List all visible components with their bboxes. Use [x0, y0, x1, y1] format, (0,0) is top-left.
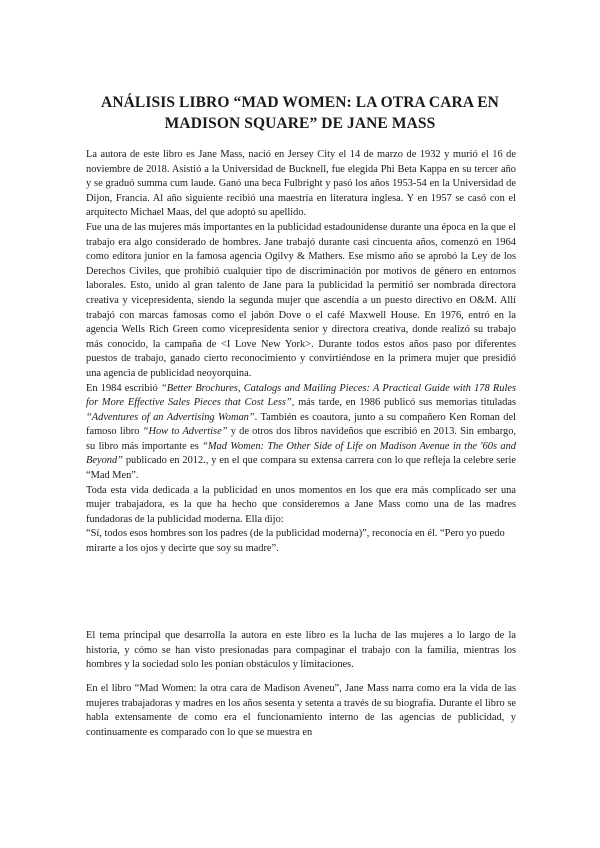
publications-text-i: publicado en 2012., y en el que compara su extensa carrera con lo que refleja la celebre serie “Mad Men”. [86, 455, 516, 482]
publications-text-c: , más tarde, en 1986 publicó sus memorias tituladas [291, 397, 517, 409]
book-title-mad-women: “Mad Women: The Other Side of Life on Madison Avenue in the '60s and Beyond” [86, 440, 516, 467]
book-title-adventures: “Adventures of an Advertising Woman” [86, 411, 255, 423]
paragraph-legacy: Toda esta vida dedicada a la publicidad en unos momentos en los que era más complicado ser una mujer trabajadora, es la que ha hecho que consideremos a Jane Mass como una de las madres fundadoras de la publicidad moderna. Ella dijo: [86, 484, 516, 525]
paragraph-book-summary: En el libro “Mad Women: la otra cara de Madison Aveneu”, Jane Mass narra como era la vida de las mujeres trabajadoras y madres en los años sesenta y setenta a través de su biografía. Durante el libro se habla extensamente de como era el funcionamiento interno de las agencias de publicidad, y continuamente es comparado con lo que se muestra en [86, 683, 516, 738]
document-title [60, 92, 540, 134]
theme-section [86, 629, 516, 673]
biography-section [86, 148, 516, 557]
paragraph-career: Fue una de las mujeres más importantes en la publicidad estadounidense durante una época en la que el trabajo era algo considerado de hombres. Jane trabajó durante casi cincuenta años, comenzó en 1964 como editora junior en la famosa agencia Ogilvy & Mathers. Ese mismo año se aprobó la Ley de los Derechos Civiles, que prohibió cualquier tipo de discriminación por motivos de género en entornos laborales. Esto, unido al gran talento de Jane para la publicidad la permitió ser nombrada directora creativa y vicepresidenta, siendo la segunda mujer que ascendía a un puesto directivo en O&M. Allí trabajó con marcas famosas como el jabón Dove o el café Maxwell House. En 1976, entró en la agencia Wells Rich Green como vicepresidenta senior y directora creativa, donde realizó su trabajo más conocido, la campaña de <I Love New York>. Durante todos estos años paso por diferentes puestos de trabajo, ganado cierto reconocimiento y convirtiéndose en la primera mujer que presidió una agencia de publicidad neoyorquina. [86, 221, 516, 379]
book-title-better-brochures: “Better Brochures, Catalogs and Mailing Pieces: A Practical Guide with 178 Rules for More Effective Sales Pieces that Cost Less” [86, 382, 517, 409]
paragraph-publications [86, 382, 516, 484]
publications-text-a: En 1984 escribió [86, 382, 161, 394]
title-line-2: MADISON SQUARE” DE JANE MASS [164, 115, 436, 132]
book-title-how-to-advertise: “How to Advertise” [142, 426, 228, 438]
publications-text-e: . También es coautora, junto a su compañero Ken Roman del famoso libro [86, 411, 516, 438]
publications-text-g: y de otros dos libros navideños que escribió en 2013. Sin embargo, su libro más importante es [86, 426, 516, 452]
paragraph-main-theme: El tema principal que desarrolla la autora en este libro es la lucha de las mujeres a lo largo de la historia, y cómo se han visto presionadas para compaginar el trabajo con la familia, mientras los hombres y la sociedad solo les ponían obstáculos y limitaciones. [86, 630, 516, 671]
summary-section [86, 682, 516, 740]
title-line-1: ANÁLISIS LIBRO “MAD WOMEN: LA OTRA CARA EN [101, 94, 499, 111]
paragraph-author-bio: La autora de este libro es Jane Mass, nació en Jersey City el 14 de marzo de 1932 y murió el 16 de noviembre de 2018. Asistió a la Universidad de Bucknell, fue elegida Phi Beta Kappa en su tercer año y se graduó summa cum laude. Ganó una beca Fulbright y pasó los años 1953-54 en la Universidad de Dijon, Francia. Al año siguiente recibió una maestría en literatura inglesa. Y en 1957 se casó con el arquitecto Michael Maas, del que adoptó su apellido. [86, 149, 516, 219]
paragraph-quote: “Sí, todos esos hombres son los padres (de la publicidad moderna)”, reconocía en él. “Pero yo puedo mirarte a los ojos y decirte que soy su madre”. [86, 528, 505, 555]
